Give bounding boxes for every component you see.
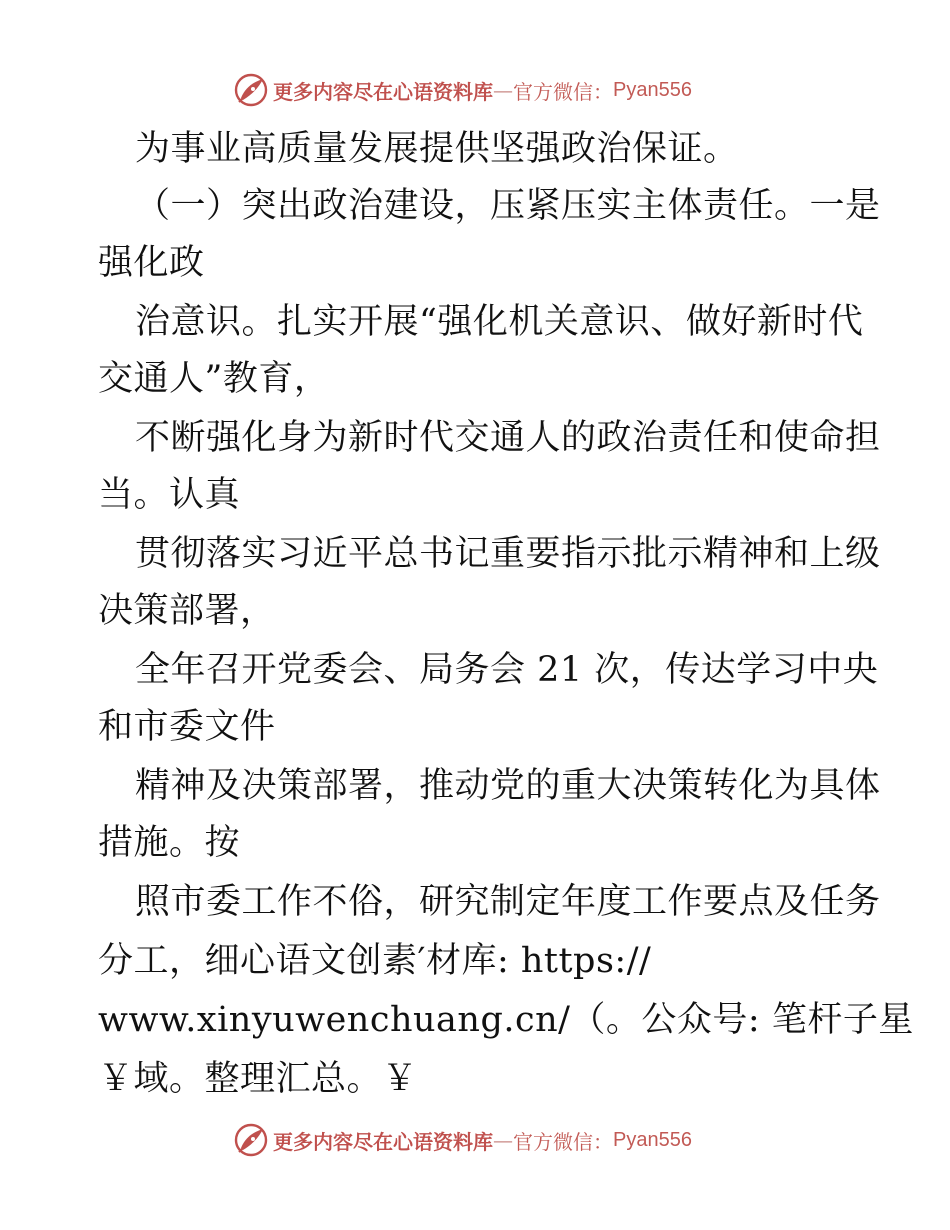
- banner-wechat-label: 官方微信：: [513, 1129, 613, 1154]
- banner-separator: —: [493, 78, 513, 102]
- pen-nib-logo-icon: [233, 1122, 269, 1158]
- body-line: 贯彻落实习近平总书记重要指示批示精神和上级: [135, 534, 881, 574]
- body-line: 精神及决策部署，推动党的重大决策转化为具体: [135, 766, 881, 806]
- body-line: 治意识。扎实开展“强化机关意识、做好新时代: [135, 302, 864, 342]
- body-line: 分工，细心语文创素′材库: https://: [98, 941, 652, 981]
- banner-wechat-id: Pyan556: [613, 78, 692, 101]
- banner-main-text: 更多内容尽在心语资料库: [273, 79, 493, 104]
- body-line: 决策部署，: [98, 591, 276, 631]
- body-line: ￥域。整理汇总。￥: [98, 1059, 418, 1099]
- footer-banner: [233, 1122, 692, 1158]
- body-line: 强化政: [98, 243, 205, 283]
- body-line: 不断强化身为新时代交通人的政治责任和使命担: [135, 418, 881, 458]
- body-line: 全年召开党委会、局务会 21 次，传达学习中央: [135, 650, 879, 690]
- body-line: www.xinyuwenchuang.cn/（。公众号: 笔杆子星: [98, 1000, 914, 1040]
- banner-separator: —: [493, 1128, 513, 1152]
- pen-nib-logo-icon: [233, 72, 269, 108]
- header-banner: [233, 72, 692, 108]
- body-line: 为事业高质量发展提供坚强政治保证。: [135, 129, 739, 169]
- body-line: 照市委工作不俗，研究制定年度工作要点及任务: [135, 882, 881, 922]
- body-line: （一）突出政治建设，压紧压实主体责任。一是: [135, 186, 881, 226]
- body-line: 和市委文件: [98, 707, 276, 747]
- body-line: 措施。按: [98, 823, 241, 863]
- body-line: 交通人”教育，: [98, 359, 330, 399]
- body-line: 当。认真: [98, 475, 241, 515]
- banner-wechat-label: 官方微信：: [513, 79, 613, 104]
- banner-main-text: 更多内容尽在心语资料库: [273, 1129, 493, 1154]
- banner-wechat-id: Pyan556: [613, 1128, 692, 1151]
